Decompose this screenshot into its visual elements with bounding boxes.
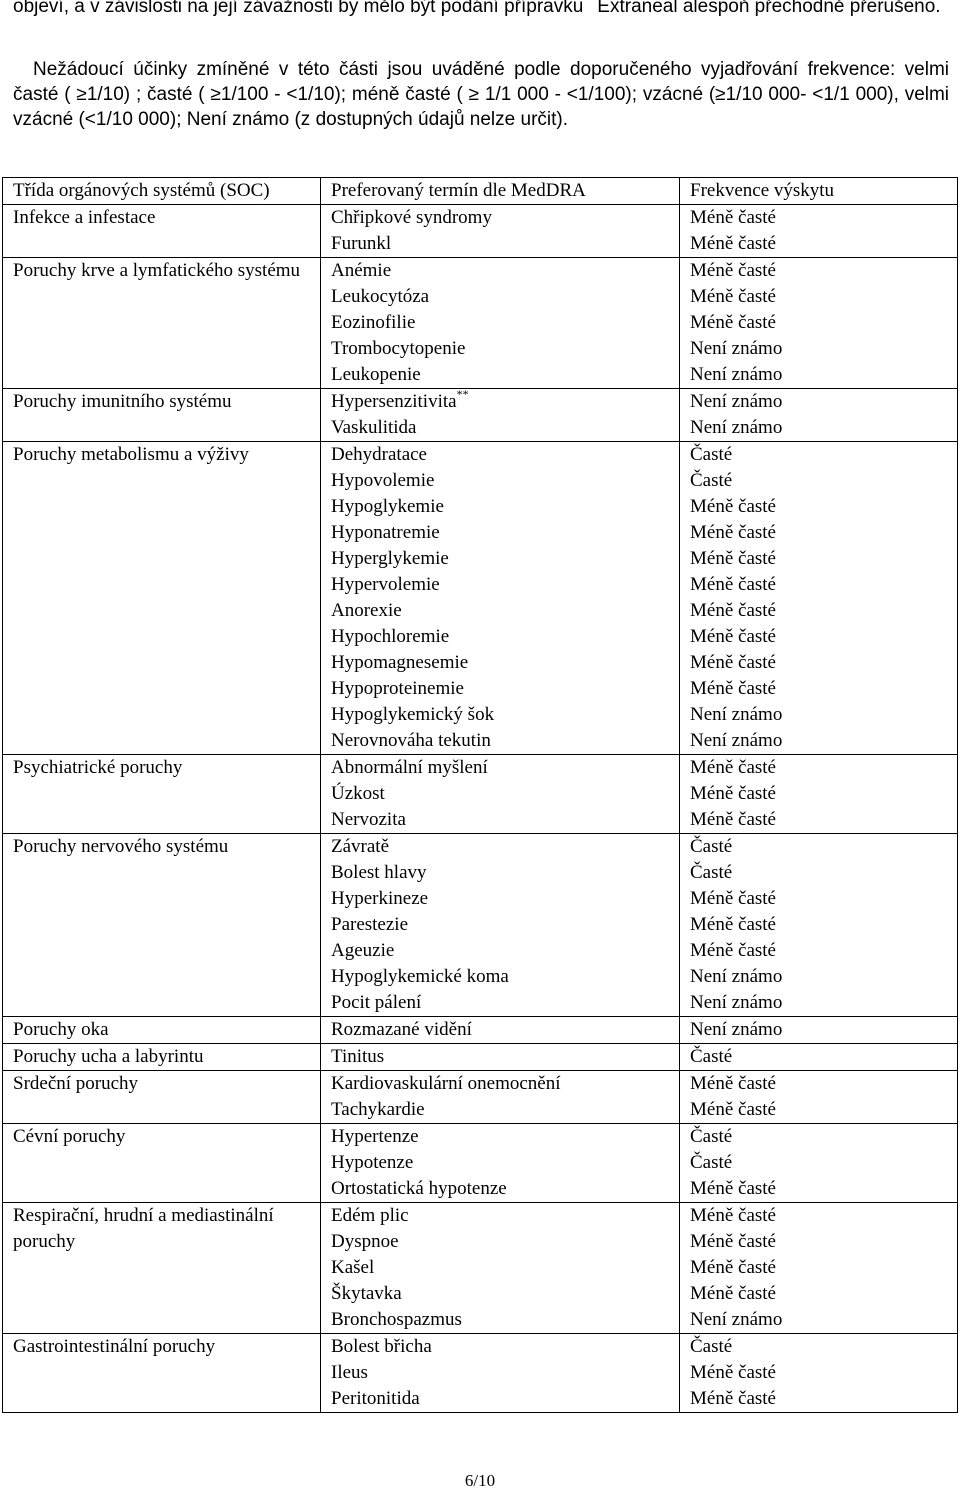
- freq-text-4: 1/1 000 - <1/100); vzácné (: [484, 84, 716, 105]
- term-text: Hypertenze: [331, 1126, 419, 1147]
- soc-cell: Poruchy oka: [3, 1017, 321, 1044]
- term-text: Hyponatremie: [331, 522, 440, 543]
- term-text: Leukopenie: [331, 364, 421, 385]
- term-text: Dehydratace: [331, 444, 427, 465]
- frequency-line: Není známo: [690, 704, 783, 725]
- soc-cell: Poruchy ucha a labyrintu: [3, 1044, 321, 1071]
- frequency-line: Méně časté: [690, 496, 776, 517]
- term-cell: [321, 205, 680, 258]
- term-line: [331, 415, 675, 441]
- frequency-line: Není známo: [690, 1309, 783, 1330]
- frequency-line: Méně časté: [690, 286, 776, 307]
- term-line: [331, 1307, 675, 1333]
- frequency-line: Není známo: [690, 364, 783, 385]
- frequency-line: Méně časté: [690, 1099, 776, 1120]
- term-text: Ortostatická hypotenze: [331, 1178, 507, 1199]
- term-line: [331, 520, 675, 546]
- term-text: Rozmazané vidění: [331, 1019, 472, 1040]
- term-line: [331, 834, 675, 860]
- frequency-line: Není známo: [690, 391, 783, 412]
- term-text: Hypovolemie: [331, 470, 435, 491]
- soc-cell: Respirační, hrudní a mediastinální poruchy: [3, 1203, 321, 1334]
- term-text: Hypoglykemický šok: [331, 704, 495, 725]
- term-line: [331, 938, 675, 964]
- frequency-line: Méně časté: [690, 1073, 776, 1094]
- term-text: Hypervolemie: [331, 574, 440, 595]
- term-text: Ageuzie: [331, 940, 395, 961]
- term-line: [331, 1386, 675, 1412]
- frequency-cell: [680, 1017, 958, 1044]
- term-line: [331, 1255, 675, 1281]
- frequency-line: Méně časté: [690, 548, 776, 569]
- footnote-mark: **: [456, 387, 469, 401]
- frequency-cell: [680, 1071, 958, 1124]
- term-line: [331, 860, 675, 886]
- frequency-cell: [680, 258, 958, 389]
- ge-symbol: ≥: [210, 84, 221, 105]
- ge-symbol: ≥: [715, 84, 726, 105]
- term-text: Pocit pálení: [331, 992, 422, 1013]
- term-text: Hypoglykemické koma: [331, 966, 509, 987]
- term-text: Leukocytóza: [331, 286, 430, 307]
- term-cell: [321, 1203, 680, 1334]
- freq-text-1: Nežádoucí účinky zmíněné v této části jsou uváděné podle doporučeného vyjadřování frekvence: velmi časté (: [13, 59, 949, 105]
- soc-cell: Poruchy metabolismu a výživy: [3, 442, 321, 755]
- frequency-line: Časté: [690, 1152, 733, 1173]
- intro-line-b: Extraneal alespoň přechodně přerušeno.: [597, 0, 941, 17]
- term-text: Hypochloremie: [331, 626, 450, 647]
- term-text: Chřipkové syndromy: [331, 207, 492, 228]
- soc-cell: Poruchy krve a lymfatického systému: [3, 258, 321, 389]
- freq-text-3: 1/100 - <1/10); méně časté (: [220, 84, 463, 105]
- ge-symbol: ≥: [76, 84, 87, 105]
- frequency-line: Méně časté: [690, 233, 776, 254]
- term-text: Hyperglykemie: [331, 548, 449, 569]
- term-text: Hyperkineze: [331, 888, 429, 909]
- soc-cell: Infekce a infestace: [3, 205, 321, 258]
- frequency-line: Méně časté: [690, 652, 776, 673]
- term-line: [331, 702, 675, 728]
- term-text: Trombocytopenie: [331, 338, 466, 359]
- term-line: [331, 389, 675, 415]
- frequency-line: Méně časté: [690, 260, 776, 281]
- frequency-line: Méně časté: [690, 574, 776, 595]
- term-line: [331, 1071, 675, 1097]
- table-row: [3, 258, 958, 389]
- frequency-cell: [680, 755, 958, 834]
- frequency-line: Méně časté: [690, 809, 776, 830]
- term-line: [331, 468, 675, 494]
- frequency-cell: [680, 1124, 958, 1203]
- freq-text-5: 1/10 000- <1/1 000), velmi vzácné (<1/10 000); Není známo (z dostupných údajů nelze určit).: [13, 84, 950, 130]
- term-line: [331, 231, 675, 257]
- frequency-cell: [680, 1334, 958, 1413]
- term-line: [331, 912, 675, 938]
- term-text: Anorexie: [331, 600, 402, 621]
- frequency-line: Méně časté: [690, 1178, 776, 1199]
- frequency-line: Méně časté: [690, 914, 776, 935]
- frequency-line: Méně časté: [690, 207, 776, 228]
- term-line: [331, 990, 675, 1016]
- term-line: [331, 886, 675, 912]
- frequency-line: Méně časté: [690, 1205, 776, 1226]
- term-line: [331, 1097, 675, 1123]
- frequency-cell: [680, 1044, 958, 1071]
- term-line: [331, 1044, 675, 1070]
- term-cell: [321, 1017, 680, 1044]
- term-line: [331, 310, 675, 336]
- term-text: Kardiovaskulární onemocnění: [331, 1073, 561, 1094]
- frequency-cell: [680, 442, 958, 755]
- frequency-convention-paragraph: [13, 57, 949, 132]
- term-text: Vaskulitida: [331, 417, 417, 438]
- term-cell: [321, 1334, 680, 1413]
- term-cell: [321, 834, 680, 1017]
- frequency-line: Časté: [690, 1126, 733, 1147]
- table-row: [3, 834, 958, 1017]
- term-line: [331, 1334, 675, 1360]
- table-row: [3, 442, 958, 755]
- term-text: Edém plic: [331, 1205, 409, 1226]
- term-text: Hypotenze: [331, 1152, 414, 1173]
- term-cell: [321, 1044, 680, 1071]
- term-text: Furunkl: [331, 233, 392, 254]
- term-text: Hypoproteinemie: [331, 678, 464, 699]
- term-line: [331, 650, 675, 676]
- soc-cell: Psychiatrické poruchy: [3, 755, 321, 834]
- frequency-line: Časté: [690, 1046, 733, 1067]
- frequency-line: Časté: [690, 444, 733, 465]
- term-text: Ileus: [331, 1362, 368, 1383]
- adverse-reactions-table: [2, 177, 958, 1413]
- frequency-line: Časté: [690, 862, 733, 883]
- frequency-line: Není známo: [690, 1019, 783, 1040]
- frequency-line: Méně časté: [690, 888, 776, 909]
- term-text: Závratě: [331, 836, 390, 857]
- term-text: Hypersenzitivita: [331, 391, 457, 412]
- term-cell: [321, 258, 680, 389]
- table-row: [3, 1044, 958, 1071]
- header-soc: Třída orgánových systémů (SOC): [3, 178, 321, 205]
- intro-line-a: objeví, a v závislosti na její závažnosti by mělo být podání přípravku: [13, 0, 584, 17]
- term-text: Bolest břicha: [331, 1336, 432, 1357]
- frequency-line: Není známo: [690, 992, 783, 1013]
- term-line: [331, 781, 675, 807]
- term-text: Dyspnoe: [331, 1231, 399, 1252]
- term-cell: [321, 1071, 680, 1124]
- table-row: [3, 1017, 958, 1044]
- term-text: Parestezie: [331, 914, 409, 935]
- term-line: [331, 807, 675, 833]
- table-row: [3, 1334, 958, 1413]
- term-line: [331, 1176, 675, 1202]
- term-text: Abnormální myšlení: [331, 757, 488, 778]
- term-line: [331, 676, 675, 702]
- table-row: [3, 205, 958, 258]
- term-text: Hypomagnesemie: [331, 652, 469, 673]
- freq-text-2: 1/10) ; časté (: [86, 84, 205, 105]
- term-line: [331, 546, 675, 572]
- term-line: [331, 1017, 675, 1043]
- term-line: [331, 1150, 675, 1176]
- frequency-cell: [680, 205, 958, 258]
- term-text: Hypoglykemie: [331, 496, 444, 517]
- frequency-line: Není známo: [690, 338, 783, 359]
- table-row: [3, 1203, 958, 1334]
- header-term: Preferovaný termín dle MedDRA: [321, 178, 680, 205]
- term-line: [331, 284, 675, 310]
- term-line: [331, 494, 675, 520]
- frequency-line: Méně časté: [690, 312, 776, 333]
- term-text: Bronchospazmus: [331, 1309, 462, 1330]
- term-line: [331, 1124, 675, 1150]
- term-line: [331, 1360, 675, 1386]
- term-text: Bolest hlavy: [331, 862, 427, 883]
- term-cell: [321, 389, 680, 442]
- soc-cell: Cévní poruchy: [3, 1124, 321, 1203]
- frequency-line: Méně časté: [690, 757, 776, 778]
- frequency-line: Méně časté: [690, 600, 776, 621]
- term-text: Škytavka: [331, 1283, 402, 1304]
- term-line: [331, 258, 675, 284]
- soc-cell: Poruchy imunitního systému: [3, 389, 321, 442]
- term-text: Eozinofilie: [331, 312, 416, 333]
- soc-cell: Poruchy nervového systému: [3, 834, 321, 1017]
- term-text: Anémie: [331, 260, 392, 281]
- term-text: Nerovnováha tekutin: [331, 730, 491, 751]
- frequency-cell: [680, 1203, 958, 1334]
- term-line: [331, 362, 675, 388]
- term-cell: [321, 1124, 680, 1203]
- frequency-line: Méně časté: [690, 678, 776, 699]
- table-row: [3, 1071, 958, 1124]
- frequency-line: Není známo: [690, 730, 783, 751]
- frequency-line: Časté: [690, 470, 733, 491]
- table-header-row: [3, 178, 958, 205]
- term-cell: [321, 442, 680, 755]
- term-text: Úzkost: [331, 783, 385, 804]
- frequency-line: Méně časté: [690, 1388, 776, 1409]
- frequency-line: Méně časté: [690, 626, 776, 647]
- ge-symbol: ≥: [468, 84, 480, 105]
- term-text: Peritonitida: [331, 1388, 420, 1409]
- term-line: [331, 755, 675, 781]
- frequency-cell: [680, 389, 958, 442]
- frequency-line: Časté: [690, 1336, 733, 1357]
- term-text: Kašel: [331, 1257, 375, 1278]
- frequency-line: Méně časté: [690, 1231, 776, 1252]
- page-number: 6/10: [464, 1471, 496, 1490]
- term-line: [331, 1229, 675, 1255]
- term-text: Tachykardie: [331, 1099, 425, 1120]
- term-line: [331, 205, 675, 231]
- table-row: [3, 1124, 958, 1203]
- term-line: [331, 336, 675, 362]
- soc-cell: Srdeční poruchy: [3, 1071, 321, 1124]
- term-text: Nervozita: [331, 809, 406, 830]
- header-frequency: Frekvence výskytu: [680, 178, 958, 205]
- frequency-line: Méně časté: [690, 1362, 776, 1383]
- frequency-line: Není známo: [690, 417, 783, 438]
- frequency-line: Časté: [690, 836, 733, 857]
- frequency-line: Méně časté: [690, 522, 776, 543]
- term-line: [331, 1203, 675, 1229]
- table-row: [3, 755, 958, 834]
- frequency-line: Méně časté: [690, 940, 776, 961]
- term-line: [331, 598, 675, 624]
- term-cell: [321, 755, 680, 834]
- term-line: [331, 1281, 675, 1307]
- frequency-line: Méně časté: [690, 1283, 776, 1304]
- term-line: [331, 572, 675, 598]
- term-line: [331, 964, 675, 990]
- term-line: [331, 624, 675, 650]
- term-line: [331, 728, 675, 754]
- frequency-line: Méně časté: [690, 1257, 776, 1278]
- frequency-cell: [680, 834, 958, 1017]
- intro-paragraph: [13, 0, 949, 18]
- table-row: [3, 389, 958, 442]
- term-line: [331, 442, 675, 468]
- soc-cell: Gastrointestinální poruchy: [3, 1334, 321, 1413]
- frequency-line: Není známo: [690, 966, 783, 987]
- term-text: Tinitus: [331, 1046, 385, 1067]
- frequency-line: Méně časté: [690, 783, 776, 804]
